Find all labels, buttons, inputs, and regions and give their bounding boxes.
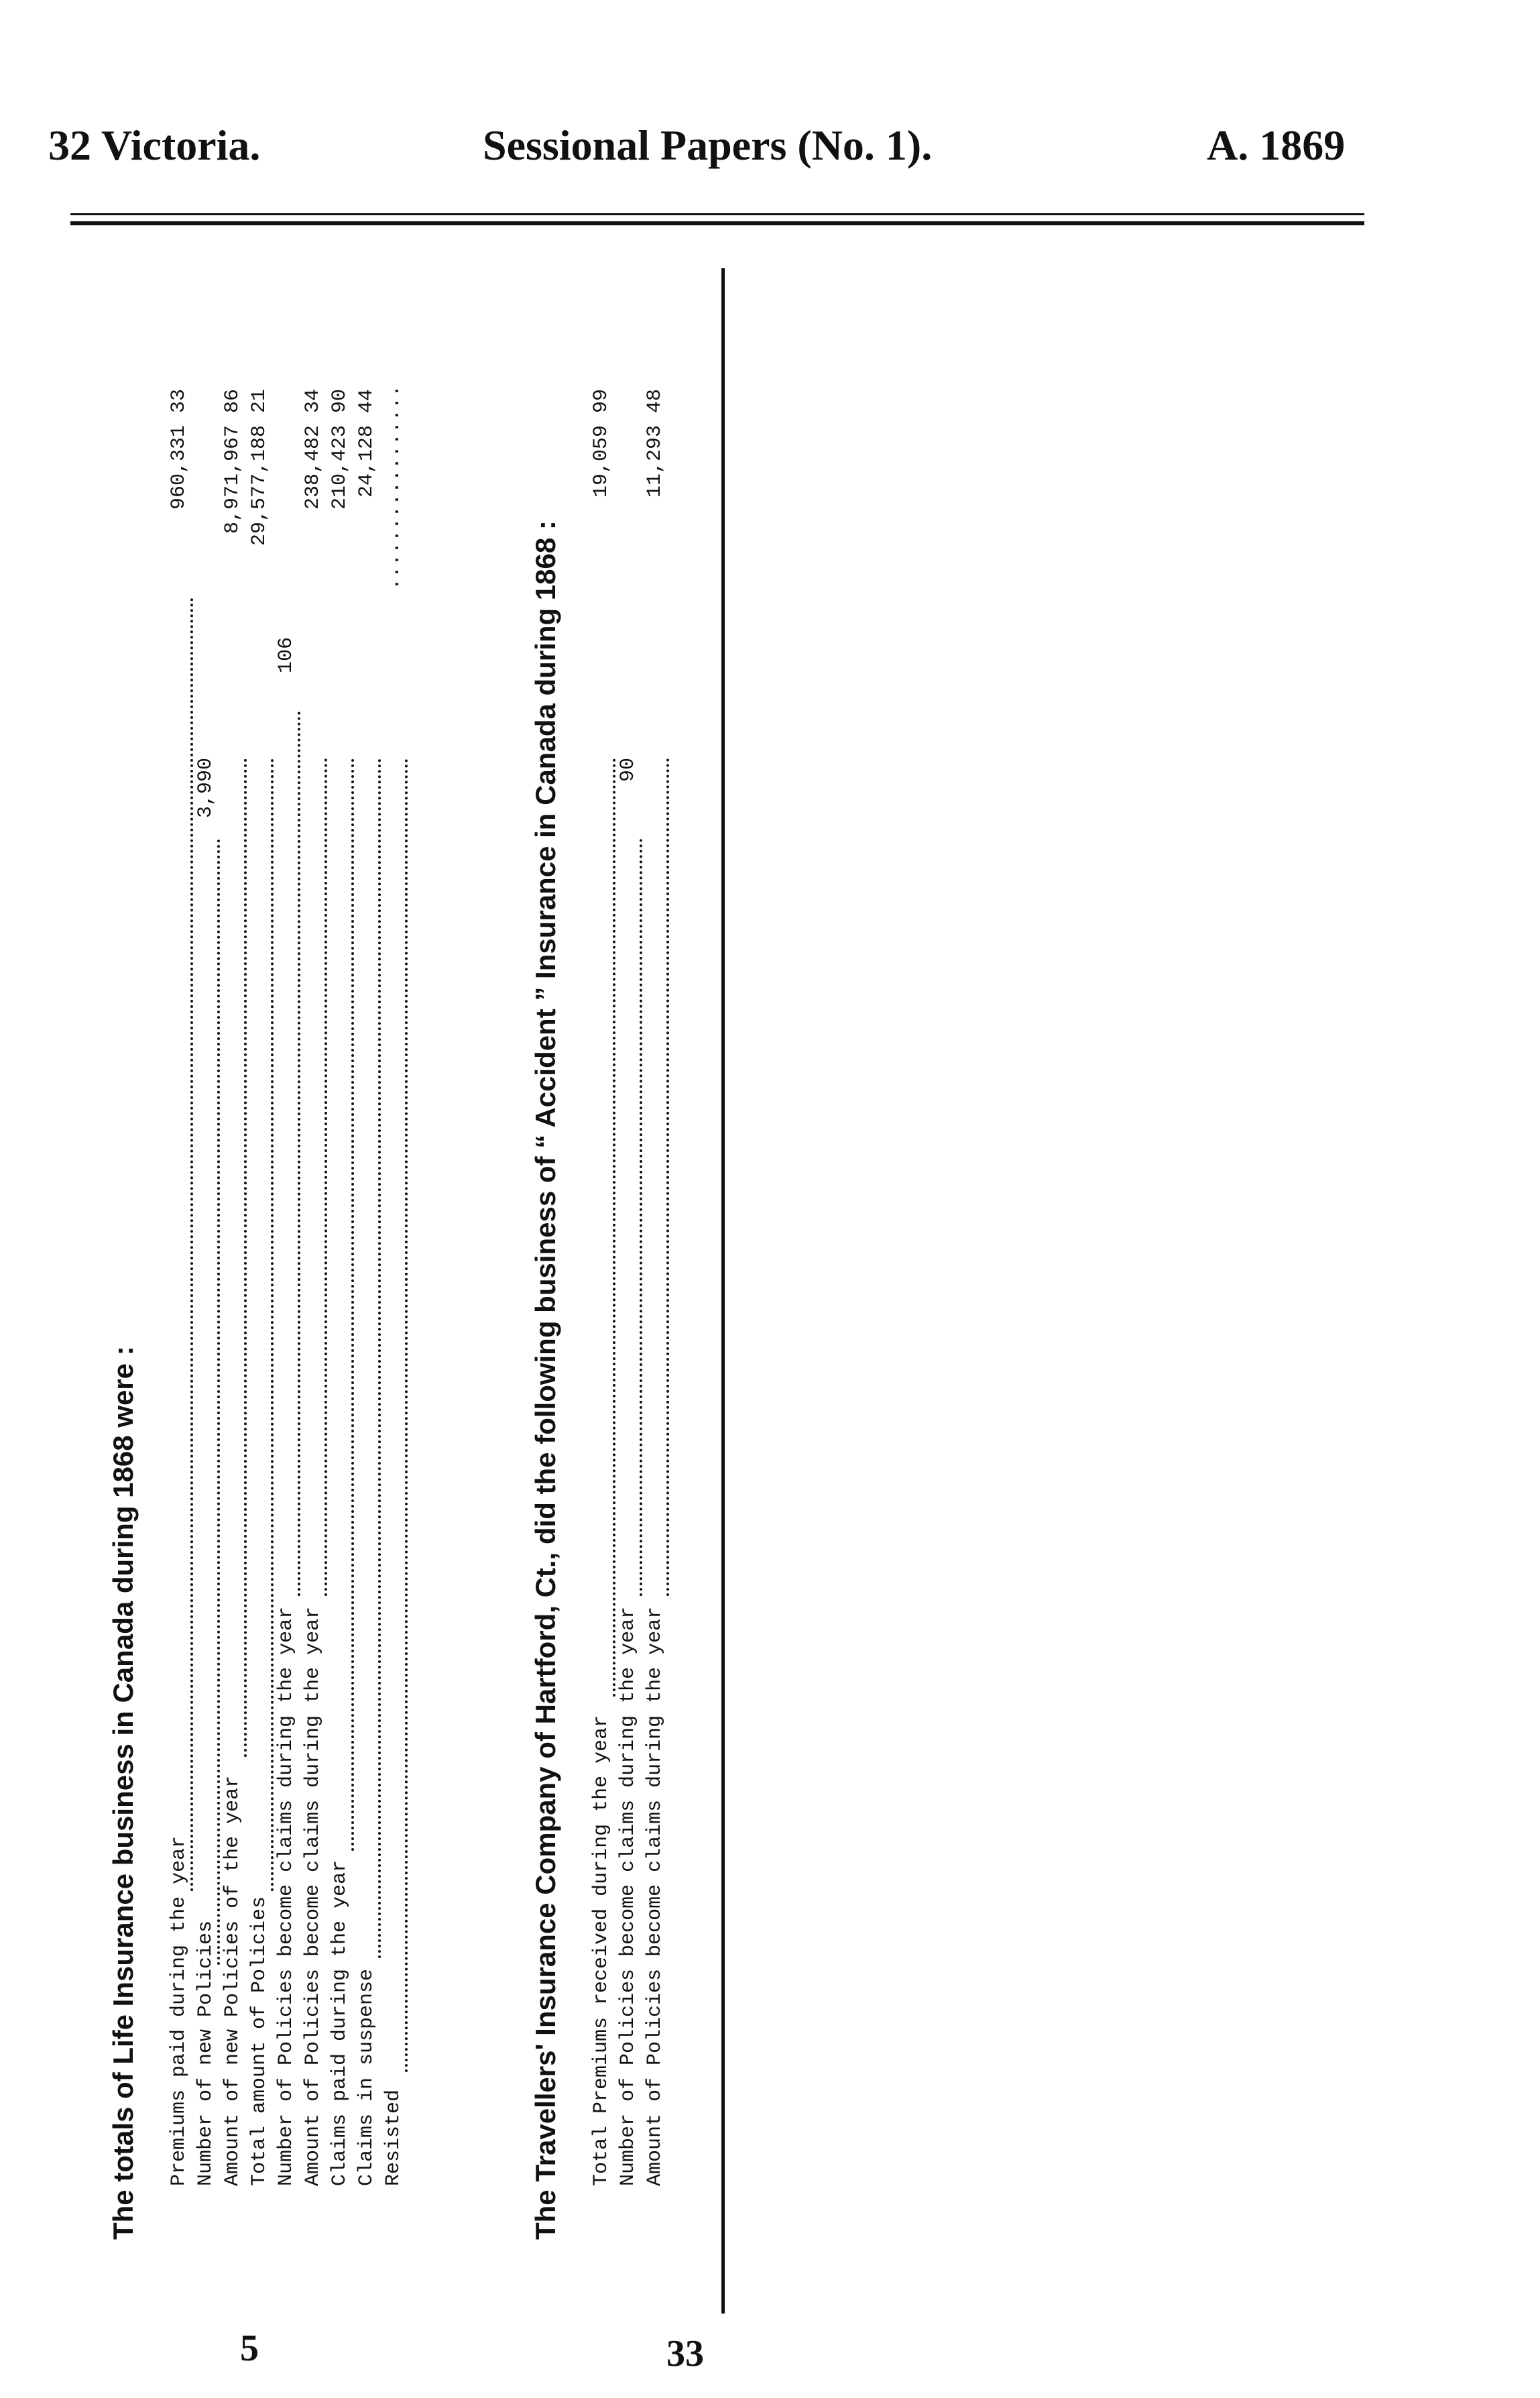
table-row — [355, 389, 382, 2186]
header-rule-thick — [70, 221, 1364, 225]
row-count: 90 — [617, 758, 640, 783]
section1-table — [168, 384, 409, 2186]
row-label: Number of Policies become claims during the year — [617, 1606, 640, 2186]
row-count: 3,990 — [194, 758, 217, 819]
header-session: 32 Victoria. — [48, 121, 261, 169]
row-amount: 24,128 44 — [355, 389, 378, 498]
row-label: Amount of new Policies of the year — [221, 1775, 244, 2186]
table-row — [617, 389, 644, 2186]
row-amount: 29,577,188 21 — [248, 389, 271, 547]
table-row — [168, 389, 194, 2186]
dot-leader — [194, 838, 220, 1965]
row-amount: 19,059 99 — [590, 389, 613, 498]
page-number-center: 33 — [666, 2333, 704, 2375]
table-row — [302, 389, 329, 2186]
section2-table — [590, 389, 670, 2186]
row-amount: 960,331 33 — [168, 389, 190, 510]
row-amount: 238,482 34 — [302, 389, 324, 510]
row-label: Resisted — [382, 2089, 405, 2186]
table-row — [248, 389, 275, 2186]
row-amount: 8,971,967 86 — [221, 389, 244, 534]
table-row — [590, 389, 617, 2186]
table-row — [329, 389, 355, 2186]
dot-leader — [168, 597, 193, 1891]
dot-leader — [248, 758, 274, 1891]
dot-leader — [617, 838, 642, 1596]
row-label: Claims paid during the year — [329, 1860, 351, 2186]
dot-leader — [275, 711, 300, 1596]
table-row — [382, 384, 409, 2186]
column-divider — [721, 268, 725, 2314]
row-label: Number of new Policies — [194, 1920, 217, 2186]
dot-leader — [355, 758, 381, 1958]
row-amount: ................. — [382, 384, 405, 590]
row-amount: 11,293 48 — [644, 389, 666, 498]
page-number-left: 5 — [240, 2328, 259, 2369]
row-count: 106 — [275, 637, 298, 674]
row-label: Claims in suspense — [355, 1968, 378, 2186]
table-row — [194, 389, 221, 2186]
row-label: Premiums paid during the year — [168, 1835, 190, 2186]
row-label: Amount of Policies become claims during the year — [644, 1606, 666, 2186]
row-amount: 210,423 90 — [329, 389, 351, 510]
dot-leader — [302, 758, 327, 1596]
dot-leader — [644, 758, 669, 1596]
header-year: A. 1869 — [1207, 121, 1346, 169]
dot-leader — [590, 758, 615, 1697]
rotated-content — [107, 262, 697, 2240]
section1-heading: The totals of Life Insurance business in Canada during 1868 were : — [107, 1346, 139, 2240]
dot-leader — [329, 758, 354, 1851]
header-title: Sessional Papers (No. 1). — [483, 121, 933, 169]
dot-leader — [221, 758, 247, 1757]
row-label: Total amount of Policies — [248, 1896, 271, 2186]
row-label: Amount of Policies become claims during the year — [302, 1606, 324, 2186]
table-row — [221, 389, 248, 2186]
header-rule-thin — [70, 213, 1364, 215]
section2-heading: The Travellers' Insurance Company of Hartford, Ct., did the following business of “ Accident ” Insurance in Canada during 1868 : — [530, 520, 561, 2240]
page-header — [0, 121, 1540, 194]
dot-leader — [382, 758, 408, 2072]
table-row — [275, 389, 302, 2186]
row-label: Number of Policies become claims during the year — [275, 1606, 298, 2186]
row-label: Total Premiums received during the year — [590, 1715, 613, 2186]
table-row — [644, 389, 670, 2186]
